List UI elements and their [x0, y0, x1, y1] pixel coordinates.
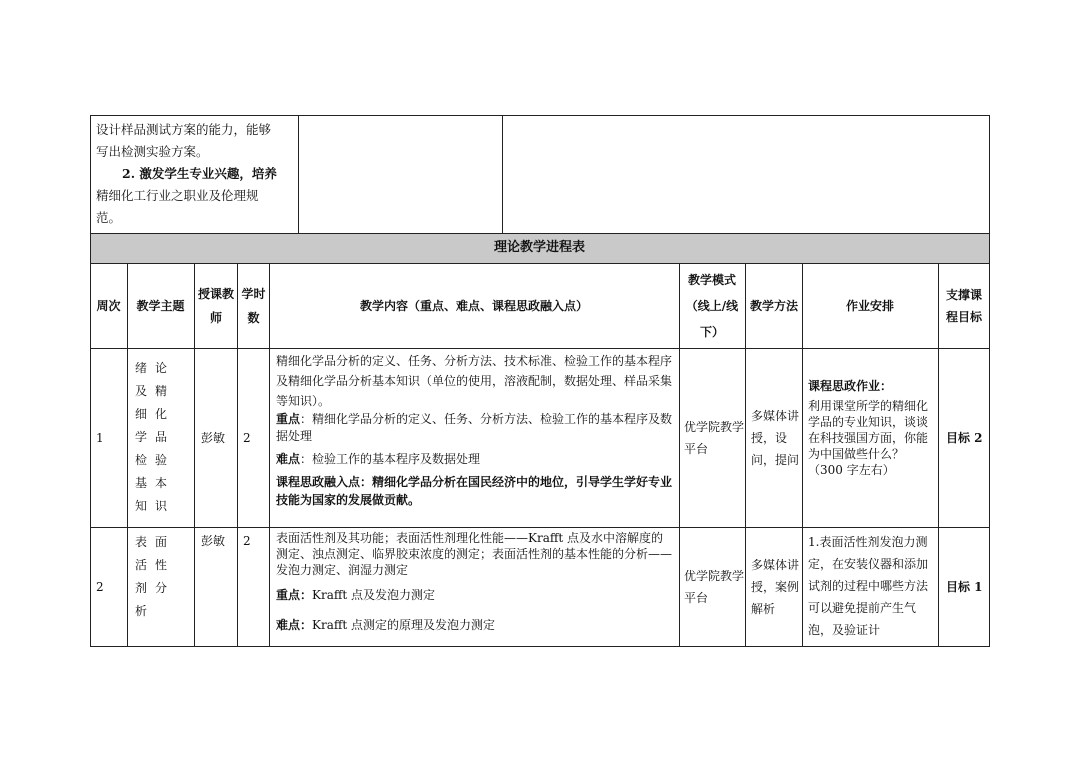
row1-hours: 2 [243, 430, 251, 445]
row2-hard [276, 617, 674, 633]
table-border [298, 115, 299, 233]
row2-mode: 优学院教学平台 [684, 568, 745, 605]
row1-homework-title: 课程思政作业： [808, 379, 893, 393]
header-hours: 学时数 [241, 286, 266, 325]
header-week: 周次 [96, 298, 121, 313]
row2-hours: 2 [243, 534, 251, 548]
row1-content-intro: 精细化学品分析的定义、任务、分析方法、技术标准、检验工作的基本程序及精细化学品分析基本知识（单位的使用，溶液配制，数据处理、样品采集等知识）。 [276, 354, 673, 408]
row2-theme: 表面活性剂分析 [135, 535, 176, 618]
row2-content [276, 530, 674, 633]
row1-key [276, 411, 674, 445]
header-teacher: 授课教师 [198, 286, 235, 325]
row2-key [276, 587, 674, 603]
table-border [502, 115, 503, 233]
table-border-bottom [90, 646, 990, 647]
header-method: 教学方法 [750, 298, 799, 313]
top-line-5: 范。 [96, 210, 122, 225]
row2-homework: 1.表面活性剂发泡力测定，在安装仪器和添加试剂的过程中哪些方法可以避免提前产生气泡，及验证计 [808, 535, 929, 637]
row1-method: 多媒体讲授，设问，提问 [751, 408, 800, 467]
row2-content-intro: 表面活性剂及其功能；表面活性剂理化性能——Krafft 点及水中溶解度的测定、浊点测定、临界胶束浓度的测定；表面活性剂的基本性能的分析——发泡力测定、润湿力测定 [276, 531, 673, 577]
table-border [679, 263, 680, 646]
table-border-top [90, 115, 990, 116]
row1-week: 1 [96, 430, 104, 445]
row1-theme: 绪论及精细化学品检验基本知识 [135, 361, 176, 513]
top-line-2: 写出检测实验方案。 [96, 144, 209, 159]
row1-teacher: 彭敏 [201, 430, 226, 445]
row1-ideology: 课程思政融入点：精细化学品分析在国民经济中的地位，引导学生学好专业技能为国家的发展做贡献。 [276, 475, 673, 507]
top-block-text [96, 119, 296, 229]
header-content: 教学内容（重点、难点、课程思政融入点） [359, 298, 588, 313]
row2-week: 2 [96, 579, 104, 594]
top-line-1: 设计样品测试方案的能力，能够 [96, 122, 272, 137]
table-border [237, 263, 238, 646]
table-border [194, 263, 195, 646]
table-border-right [989, 115, 990, 646]
header-homework: 作业安排 [845, 298, 894, 313]
banner-title: 理论教学进程表 [493, 240, 585, 255]
table-border [745, 263, 746, 646]
row1-hard [276, 449, 674, 469]
row2-goal: 目标 1 [946, 579, 983, 594]
row2-hard-text: Krafft 点测定的原理及发泡力测定 [312, 618, 496, 632]
table-border [938, 263, 939, 646]
table-border [90, 527, 990, 528]
row1-mode: 优学院教学平台 [684, 419, 745, 456]
row2-key-text: Krafft 点及发泡力测定 [312, 588, 436, 602]
row2-teacher: 彭敏 [201, 534, 226, 548]
header-mode: 教学模式（线上/线下） [685, 272, 739, 339]
top-line-4: 精细化工行业之职业及伦理规 [96, 188, 259, 203]
row1-goal: 目标 2 [946, 430, 983, 445]
row1-content [276, 351, 674, 509]
row2-method: 多媒体讲授，案例解析 [751, 557, 800, 616]
table-border-left [90, 115, 91, 646]
header-goal: 支撑课程目标 [946, 287, 983, 324]
row1-key-label: 重点 [276, 412, 301, 426]
header-theme: 教学主题 [136, 298, 185, 313]
row1-homework [808, 378, 934, 478]
row1-hard-text: ：检验工作的基本程序及数据处理 [300, 452, 481, 466]
row1-key-text: ：精细化学品分析的定义、任务、分析方法、检验工作的基本程序及数据处理 [276, 412, 673, 443]
row2-key-label: 重点： [276, 588, 313, 602]
row2-hard-label: 难点： [276, 618, 313, 632]
top-line-3 [96, 163, 296, 185]
row1-hard-label: 难点 [276, 452, 301, 466]
top-line-3-text: 2. 激发学生专业兴趣，培养 [122, 166, 277, 181]
row1-homework-text: 利用课堂所学的精细化学品的专业知识，谈谈在科技强国方面，你能为中国做些什么？（300 字左右） [808, 399, 929, 477]
